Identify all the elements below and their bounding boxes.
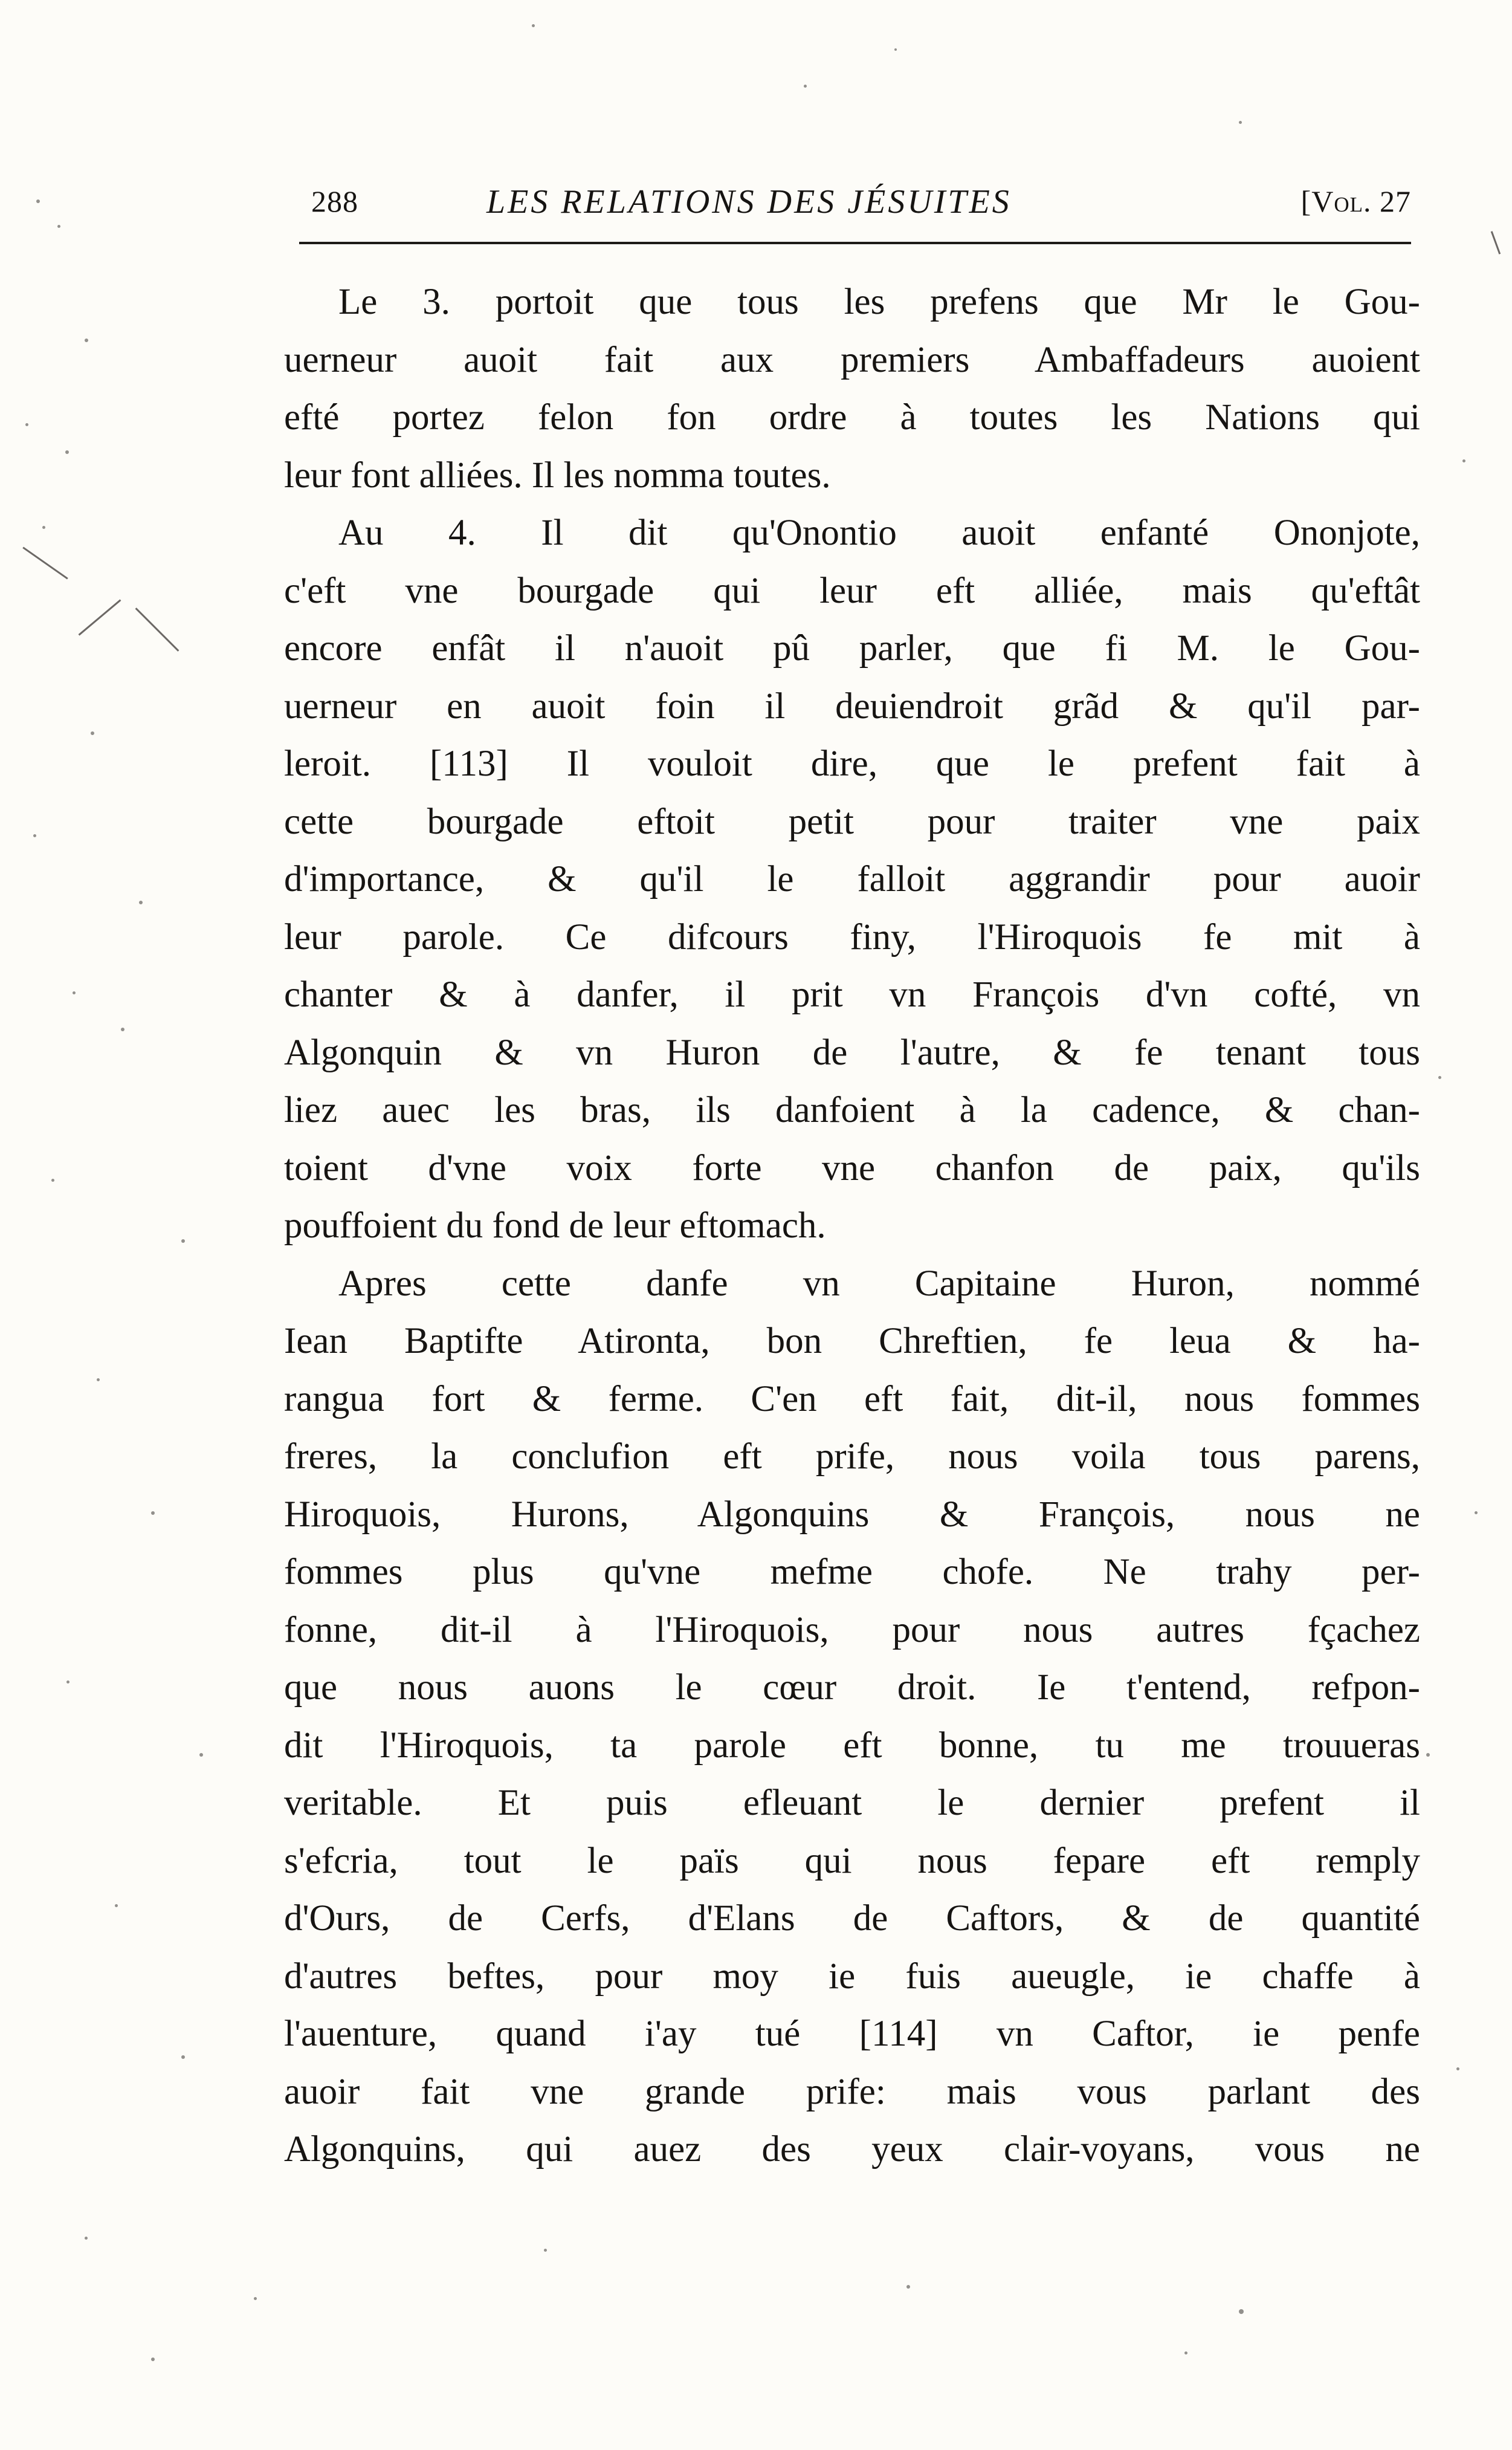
text-line: fonne, dit-il à l'Hiroquois, pour nous autres fçachez bbox=[284, 1609, 1420, 1650]
text-line: leur parole. Ce difcours finy, l'Hiroquois fe mit à bbox=[284, 916, 1420, 958]
text-line: l'auenture, quand i'ay tué [114] vn Caftor, ie penfe bbox=[284, 2014, 1420, 2054]
body-text bbox=[284, 273, 1420, 2179]
text-line: Au 4. Il dit qu'Onontio auoit enfanté Ononjote, bbox=[338, 513, 1420, 553]
text-line: que nous auons le cœur droit. Ie t'entend, refpon- bbox=[284, 1667, 1420, 1708]
text-line: Iean Baptifte Atironta, bon Chreftien, fe leua & ha- bbox=[284, 1321, 1420, 1361]
text-line: liez auec les bras, ils danfoient à la cadence, & chan- bbox=[284, 1090, 1420, 1130]
text-line: Apres cette danfe vn Capitaine Huron, nommé bbox=[338, 1263, 1420, 1304]
text-line: efté portez felon fon ordre à toutes les Nations qui bbox=[284, 397, 1420, 438]
text-line: leroit. [113] Il vouloit dire, que le prefent fait à bbox=[284, 744, 1420, 784]
text-line: leur font alliées. Il les nomma toutes. bbox=[284, 455, 831, 496]
text-line: uerneur auoit fait aux premiers Ambaffadeurs auoient bbox=[284, 339, 1420, 380]
text-line: Algonquin & vn Huron de l'autre, & fe tenant tous bbox=[284, 1032, 1420, 1073]
running-title: LES RELATIONS DES JÉSUITES bbox=[486, 183, 1012, 221]
text-line: freres, la conclufion eft prife, nous voila tous parens, bbox=[284, 1436, 1420, 1477]
text-line: dit l'Hiroquois, ta parole eft bonne, tu me trouueras bbox=[284, 1725, 1420, 1766]
text-line: cette bourgade eftoit petit pour traiter vne paix bbox=[284, 801, 1420, 842]
page-number: 288 bbox=[311, 184, 358, 218]
text-line: toient d'vne voix forte vne chanfon de paix, qu'ils bbox=[284, 1147, 1420, 1188]
volume-label: [Vol. 27 bbox=[1300, 184, 1411, 218]
text-line: uerneur en auoit foin il deuiendroit grãd & qu'il par- bbox=[284, 685, 1420, 727]
text-line: d'autres beftes, pour moy ie fuis aueugle, ie chaffe à bbox=[284, 1956, 1420, 1997]
text-line: Hiroquois, Hurons, Algonquins & François, nous ne bbox=[284, 1494, 1420, 1535]
text-line: fommes plus qu'vne mefme chofe. Ne trahy per- bbox=[284, 1552, 1420, 1592]
header-rule bbox=[299, 242, 1411, 244]
text-line: s'efcria, tout le païs qui nous fepare eft remply bbox=[284, 1840, 1420, 1881]
text-line: d'importance, & qu'il le falloit aggrandir pour auoir bbox=[284, 859, 1420, 899]
text-line: rangua fort & ferme. C'en eft fait, dit-il, nous fommes bbox=[284, 1378, 1420, 1419]
text-line: d'Ours, de Cerfs, d'Elans de Caftors, & de quantité bbox=[284, 1898, 1420, 1939]
text-line: chanter & à danfer, il prit vn François d'vn cofté, vn bbox=[284, 974, 1420, 1015]
running-header bbox=[299, 179, 1411, 233]
text-line: Algonquins, qui auez des yeux clair-voyans, vous ne bbox=[284, 2129, 1420, 2170]
text-line: auoir fait vne grande prife: mais vous parlant des bbox=[284, 2071, 1420, 2112]
text-line: c'eft vne bourgade qui leur eft alliée, mais qu'eftât bbox=[284, 570, 1420, 611]
text-line: encore enfât il n'auoit pû parler, que fi M. le Gou- bbox=[284, 628, 1420, 669]
text-line: pouffoient du fond de leur eftomach. bbox=[284, 1205, 826, 1246]
text-line: Le 3. portoit que tous les prefens que Mr le Gou- bbox=[338, 282, 1420, 322]
text-line: veritable. Et puis efleuant le dernier prefent il bbox=[284, 1783, 1420, 1823]
